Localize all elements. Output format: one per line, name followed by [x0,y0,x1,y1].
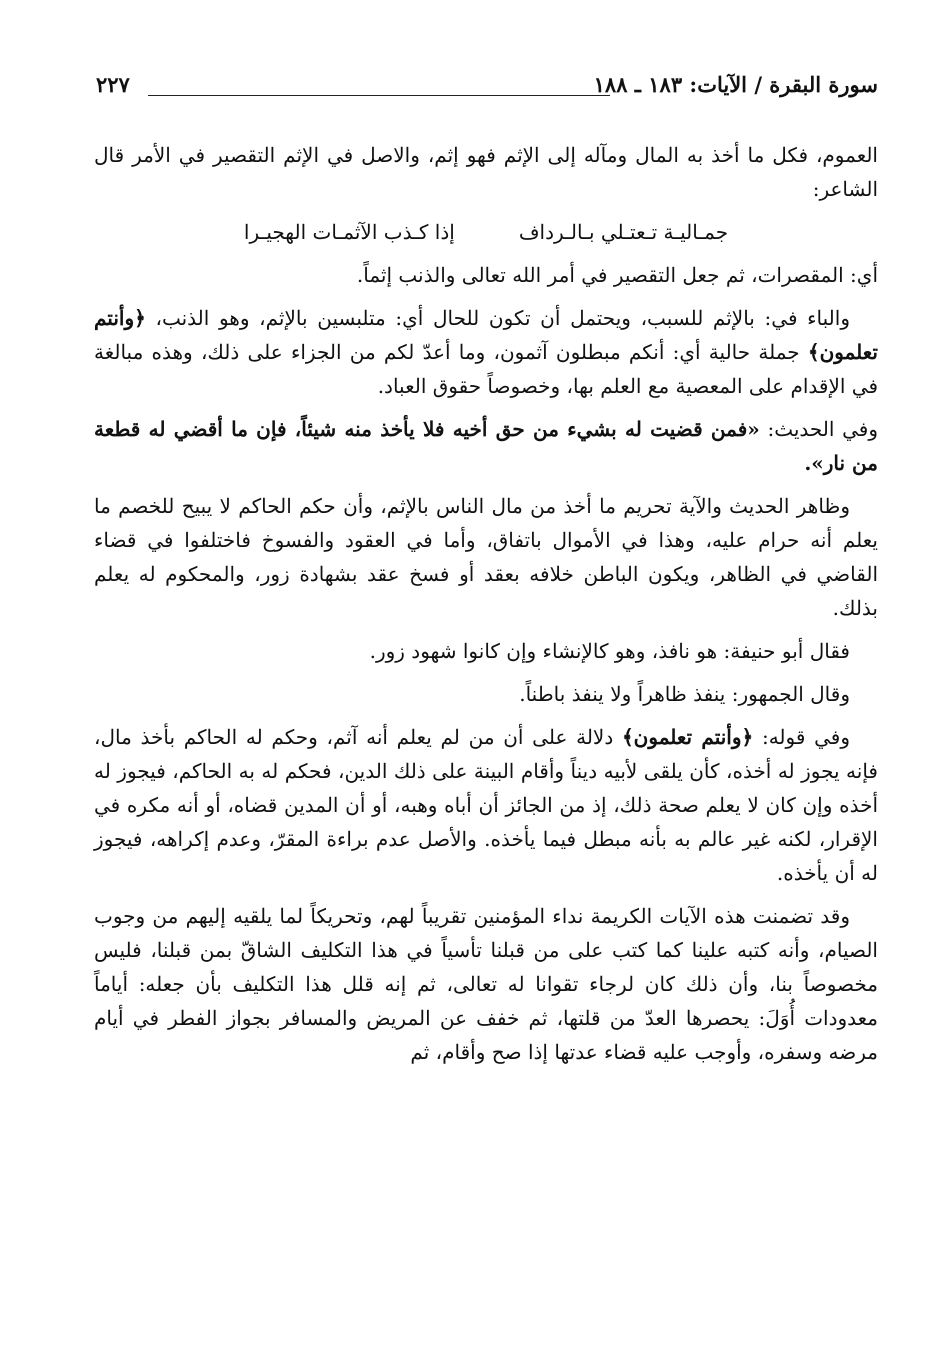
page-number: ٢٢٧ [96,72,130,97]
paragraph-7: وقال الجمهور: ينفذ ظاهراً ولا ينفذ باطناً. [519,682,850,706]
poetry-verse [94,215,878,249]
hadith-quote: «فمن قضيت له بشيء من حق أخيه فلا يأخذ منه شيئاً، فإن ما أقضي له قطعة من نار». [94,417,878,475]
verse-second-hemistich: إذا كـذب الآثمـات الهجيـرا [243,220,455,244]
paragraph-3 [94,301,878,403]
quran-quote: ﴿وأنتم تعلمون﴾ [94,306,878,364]
page-body [94,138,878,1078]
header-rule [148,95,610,96]
quran-quote-2: ﴿وأنتم تعلمون﴾ [621,725,754,749]
paragraph-8 [94,720,878,890]
paragraph-3-text-a: والباء في: بالإثم للسبب، ويحتمل أن تكون للحال أي: متلبسين بالإثم، وهو الذنب، [155,306,850,330]
paragraph-9: وقد تضمنت هذه الآيات الكريمة نداء المؤمنين تقريباً لهم، وتحريكاً لما يلقيه إليهم من وجوب الصيام، وأنه كتبه علينا كما كتب على من قبلنا تأسياً في هذا التكليف الشاقّ بمن قبلنا، فليس مخصوصاً بنا، وأن ذلك كان لرجاء تقوانا له تعالى، ثم إنه قلل هذا التكليف بأن جعله: أياماً معدودات أُوَلَ: يحصرها العدّ من قلتها، ثم خفف عن المريض والمسافر بجواز الفطر في أيام مرضه وسفره، وأوجب عليه قضاء عدتها إذا صح وأقام، ثم [94,904,878,1064]
paragraph-1: العموم، فكل ما أخذ به المال ومآله إلى الإثم فهو إثم، والاصل في الإثم التقصير في الأمر قال الشاعر: [94,143,878,201]
running-title: سورة البقرة / الآيات: ١٨٣ ـ ١٨٨ [593,72,878,97]
paragraph-4 [94,412,878,480]
paragraph-2: أي: المقصرات، ثم جعل التقصير في أمر الله تعالى والذنب إثماً. [356,263,878,287]
verse-first-hemistich: جمـاليـة تـعتـلي بـالـرداف [518,220,729,244]
paragraph-5: وظاهر الحديث والآية تحريم ما أخذ من مال الناس بالإثم، وأن حكم الحاكم لا يبيح للخصم ما يعلم أنه حرام عليه، وهذا في الأموال باتفاق، وأما في العقود والفسوخ فاختلفوا في قضاء القاضي في الظاهر، ويكون الباطن خلافه بعقد أو فسخ عقد بشهادة زور، والمحكوم له يعلم بذلك. [94,494,879,620]
page-header [96,66,878,106]
paragraph-6: فقال أبو حنيفة: هو نافذ، وهو كالإنشاء وإن كانوا شهود زور. [369,639,850,663]
paragraph-8-text-a: وفي قوله: [761,725,850,749]
paragraph-8-text-c: دلالة على أن من لم يعلم أنه آثم، وحكم له الحاكم بأخذ مال، فإنه يجوز له أخذه، كأن يلقى لأبيه ديناً وأقام البينة على ذلك الدين، فحكم له به الحاكم، فيجوز له أخذه وإن كان لا يعلم صحة ذلك، إذ من الجائز أن أباه وهبه، أو أن المدين قضاه، أو أنه مكره في الإقرار، لكنه غير عالم به بأنه مبطل فيما يأخذه. والأصل عدم براءة المقرّ، وعدم إكراهه، فيجوز له أن يأخذه. [94,725,878,885]
paragraph-4-text-a: وفي الحديث: [767,417,879,441]
paragraph-3-text-c: جملة حالية أي: أنكم مبطلون آثمون، وما أعدّ لكم من الجزاء على ذلك، وهذه مبالغة في الإقدام على المعصية مع العلم بها، وخصوصاً حقوق العباد. [94,340,878,398]
